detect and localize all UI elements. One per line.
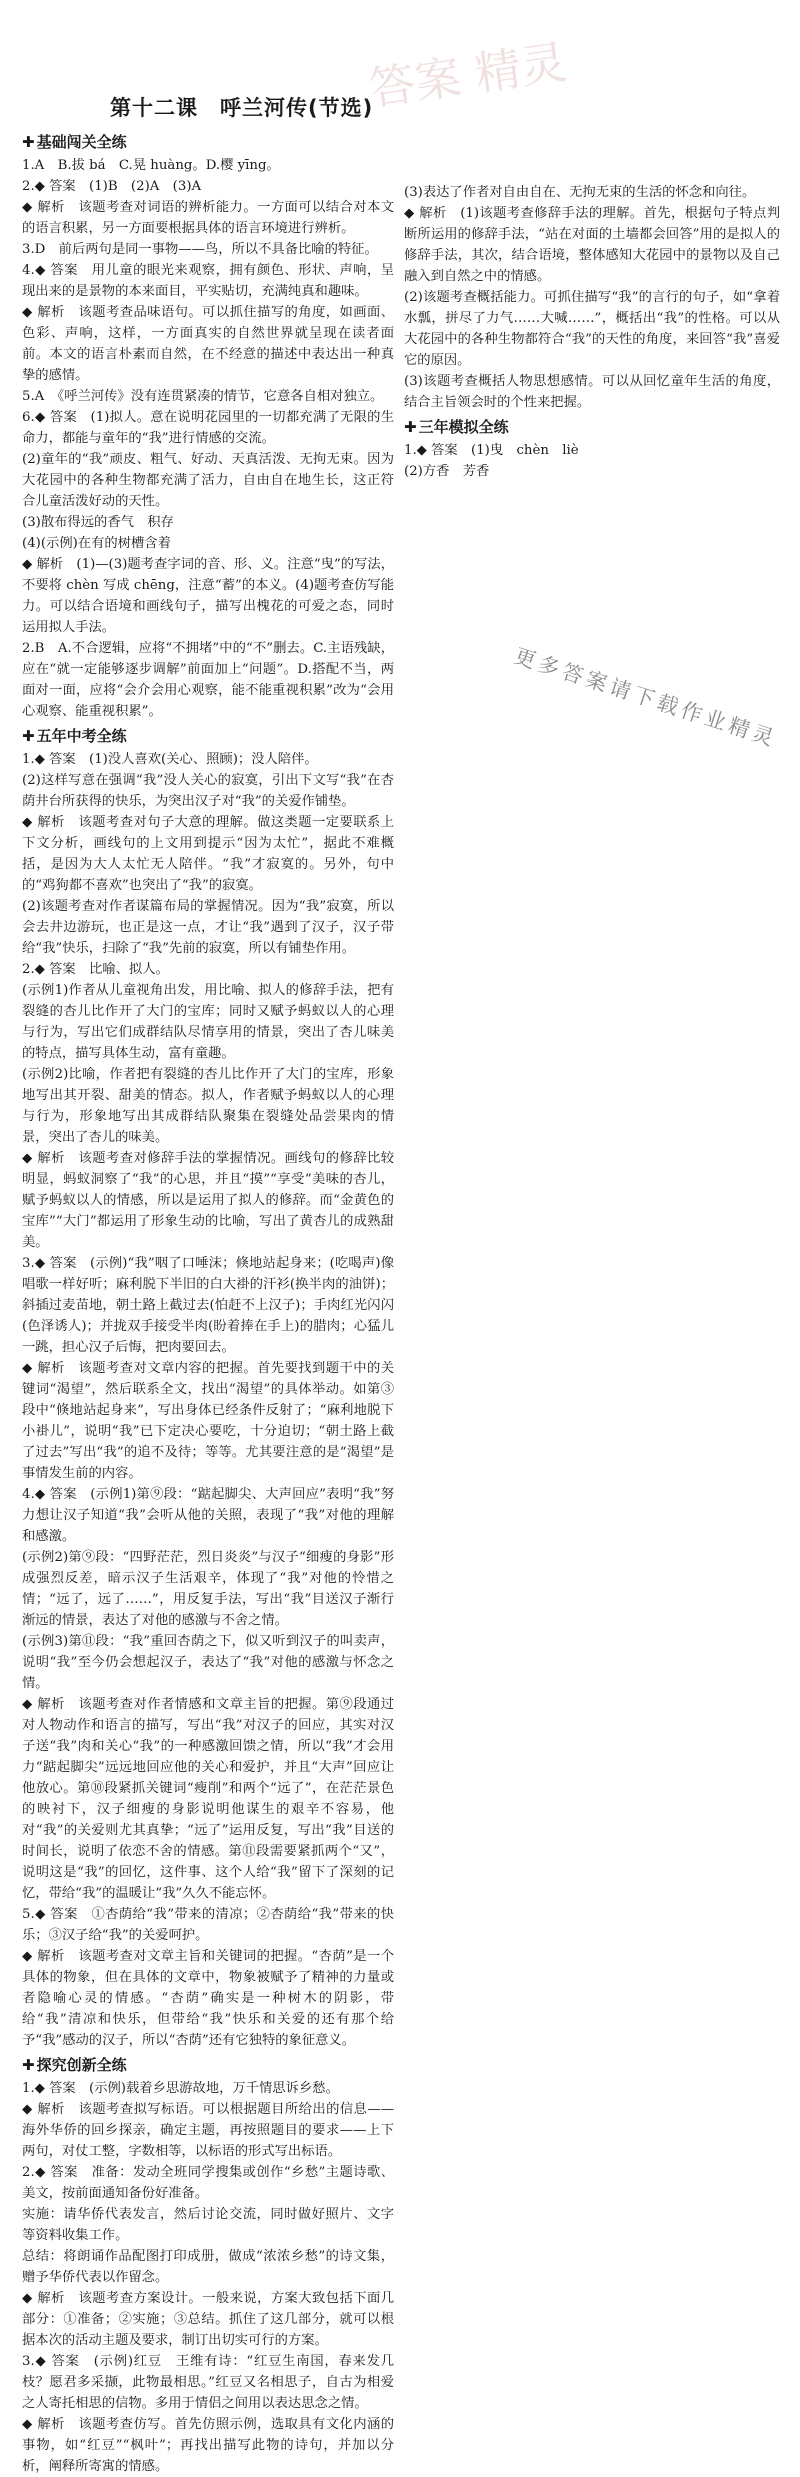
answer-paragraph: ◆ 解析 该题考查拟写标语。可以根据题目所给出的信息——海外华侨的回乡探亲，确定主题，再按照题目的要求——上下两句，对仗工整，字数相等，以标语的形式写出标语。 [22, 2102, 394, 2159]
answer-paragraph: (3)表达了作者对自由自在、无拘无束的生活的怀念和向往。 [404, 185, 756, 200]
page-title: 第十二课 呼兰河传(节选) [110, 96, 374, 120]
answer-paragraph: 2.B A.不合逻辑，应将“不拥堵”中的“不”删去。C.主语残缺，应在“就一定能够逐步调解”前面加上“问题”。D.搭配不当，两面对一面，应将“会介会用心观察，能不能重视积累”改为“会用心观察、能重视积累”。 [22, 641, 394, 719]
section-heading [22, 726, 394, 747]
section-title: 基础闯关全练 [36, 133, 127, 151]
section-title: 三年模拟全练 [418, 418, 509, 436]
right-column [404, 182, 780, 482]
section-title: 探究创新全练 [36, 2056, 127, 2074]
answer-paragraph: ◆ 解析 该题考查对修辞手法的掌握情况。画线句的修辞比较明显，蚂蚁洞察了“我”的心思，并且“摸”“享受”美味的杏儿，赋予蚂蚁以人的情感，所以是运用了拟人的修辞。而“金黄色的宝库”“大门”都运用了形象生动的比喻，写出了黄杏儿的成熟甜美。 [22, 1151, 394, 1250]
section-star-icon: ✚ [22, 2056, 35, 2074]
answer-paragraph: 5.A 《呼兰河传》没有连贯紧凑的情节，它意各自相对独立。 [22, 389, 384, 404]
answer-paragraph: 实施：请华侨代表发言，然后讨论交流，同时做好照片、文字等资料收集工作。 [22, 2207, 394, 2243]
answer-paragraph: 3.◆ 答案 (示例)红豆 王维有诗：“红豆生南国，春来发几枝？愿君多采撷，此物最相思。”红豆又名相思子，自古为相爱之人寄托相思的信物。多用于情侣之间用以表达思念之情。 [22, 2354, 394, 2411]
answer-paragraph: ◆ 解析 (1)该题考查修辞手法的理解。首先，根据句子特点判断所运用的修辞手法，“站在对面的土墙都会回答”用的是拟人的修辞手法，其次，结合语境，整体感知大花园中的景物以及自己融入到自然之中的情感。 [404, 206, 780, 284]
answer-paragraph: (示例3)第⑪段：“我”重回杏荫之下，似又听到汉子的叫卖声，说明“我”至今仍会想起汉子，表达了“我”对他的感激与怀念之情。 [22, 1634, 394, 1691]
answer-paragraph: 2.◆ 答案 准备：发动全班同学搜集或创作“乡愁”主题诗歌、美文，按前面通知备份好准备。 [22, 2165, 394, 2201]
section-star-icon: ✚ [22, 727, 35, 745]
answer-paragraph: 5.◆ 答案 ①杏荫给“我”带来的清凉；②杏荫给“我”带来的快乐；③汉子给“我”的关爱呵护。 [22, 1907, 394, 1943]
answer-paragraph: ◆ 解析 该题考查仿写。首先仿照示例，选取具有文化内涵的事物，如“红豆”“枫叶”；再找出描写此物的诗句，并加以分析，阐释所寄寓的情感。 [22, 2417, 394, 2474]
answer-paragraph: (2)方香 芳香 [404, 464, 490, 479]
answer-paragraph: ◆ 解析 该题考查方案设计。一般来说，方案大致包括下面几部分：①准备；②实施；③总结。抓住了这几部分，就可以根据本次的活动主题及要求，制订出切实可行的方案。 [22, 2291, 394, 2348]
download-hint: 更多答案请下载作业精灵 [511, 643, 781, 752]
answer-paragraph: (示例2)比喻，作者把有裂缝的杏儿比作开了大门的宝库，形象地写出其开裂、甜美的情态。拟人，作者赋予蚂蚁以人的心理与行为，形象地写出其成群结队聚集在裂缝处品尝果肉的情景，突出了杏儿的味美。 [22, 1067, 394, 1145]
answer-paragraph: (2)该题考查对作者谋篇布局的掌握情况。因为“我”寂寞，所以会去井边游玩，也正是这一点，才让“我”遇到了汉子，汉子带给“我”快乐，扫除了“我”先前的寂寞，所以有铺垫作用。 [22, 899, 394, 956]
answer-paragraph: 4.◆ 答案 用儿童的眼光来观察，拥有颜色、形状、声响，呈现出来的是景物的本来面目，平实贴切，充满纯真和趣味。 [22, 263, 394, 299]
answer-paragraph: 3.◆ 答案 (示例)“我”咽了口唾沫；倏地站起身来；(吃喝声)像唱歌一样好听；麻利脱下半旧的白大褂的汗衫(换半肉的油饼)；斜插过麦苗地，朝土路上截过去(怕赶不上汉子)；手肉红光闪闪(色泽诱人)；并拢双手接受半肉(盼着捧在手上)的腊肉；心猛儿一跳，担心汉子后悔，把肉要回去。 [22, 1256, 394, 1355]
svg-text:答案 精灵: 答案 精灵 [365, 34, 570, 116]
section-title: 五年中考全练 [36, 727, 127, 745]
section-heading [22, 2055, 394, 2076]
answer-paragraph: (4)(示例)在有的树槽含着 [22, 536, 171, 551]
answer-paragraph: (示例1)作者从儿童视角出发，用比喻、拟人的修辞手法，把有裂缝的杏儿比作开了大门的宝库；同时又赋予蚂蚁以人的心理与行为，写出它们成群结队尽情享用的情景，突出了杏儿味美的特点，描写具体生动，富有童趣。 [22, 983, 394, 1061]
answer-paragraph: 总结：将朗诵作品配图打印成册，做成“浓浓乡愁”的诗文集，赠予华侨代表以作留念。 [22, 2249, 394, 2285]
answer-paragraph: 6.◆ 答案 (1)拟人。意在说明花园里的一切都充满了无限的生命力，都能与童年的“我”进行情感的交流。 [22, 410, 394, 446]
answer-paragraph: ◆ 解析 该题考查品味语句。可以抓住描写的角度，如画面、色彩、声响，这样，一方面真实的自然世界就呈现在读者面前。本文的语言朴素而自然，在不经意的描述中表达出一种真挚的感情。 [22, 305, 394, 383]
watermark-stamp [360, 20, 740, 140]
answer-paragraph: 3.D 前后两句是同一事物——鸟，所以不具备比喻的特征。 [22, 242, 378, 257]
answer-paragraph: ◆ 解析 该题考查对作者情感和文章主旨的把握。第⑨段通过对人物动作和语言的描写，写出“我”对汉子的回应，其实对汉子送“我”肉和关心“我”的一种感激回馈之情，所以“我”才会用力“踮起脚尖”远远地回应他的关心和爱护，并且“大声”回应让他放心。第⑩段紧抓关键词“瘦削”和两个“远了”，在茫茫景色的映衬下，汉子细瘦的身影说明他谋生的艰辛不容易，他对“我”的关爱则尤其真挚；“远了”运用反复，写出“我”目送的时间长，说明了依恋不舍的情感。第⑪段需要紧抓两个“又”，说明这是“我”的回忆，这件事、这个人给“我”留下了深刻的记忆，带给“我”的温暖让“我”久久不能忘怀。 [22, 1697, 394, 1901]
answer-paragraph: 2.◆ 答案 比喻、拟人。 [22, 962, 169, 977]
answer-paragraph: ◆ 解析 该题考查对句子大意的理解。做这类题一定要联系上下文分析，画线句的上文用到提示“因为太忙”，据此不难概括，是因为大人太忙无人陪伴。“我”才寂寞的。另外，句中的“鸡狗都不喜欢”也突出了“我”的寂寞。 [22, 815, 394, 893]
answer-paragraph: (3)该题考查概括人物思想感情。可以从回忆童年生活的角度，结合主旨领会时的个性来把握。 [404, 374, 780, 410]
answer-paragraph: (2)该题考查概括能力。可抓住描写“我”的言行的句子，如“拿着水瓢，拼尽了力气……大喊……”，概括出“我”的性格。可以从大花园中的各种生物都符合“我”的天性的角度，来回答“我”喜爱它的原因。 [404, 290, 780, 368]
answer-paragraph: ◆ 解析 该题考查对文章主旨和关键词的把握。“杏荫”是一个具体的物象，但在具体的文章中，物象被赋予了精神的力量或者隐喻心灵的情感。“杏荫”确实是一种树木的阴影，带给“我”清凉和快乐，但带给“我”快乐和关爱的还有那个给予“我”感动的汉子，所以“杏荫”还有它独特的象征意义。 [22, 1949, 394, 2048]
section-heading [22, 132, 394, 153]
answer-paragraph: 2.◆ 答案 (1)B (2)A (3)A [22, 179, 202, 194]
answer-paragraph: ◆ 解析 (1)—(3)题考查字词的音、形、义。注意“曳”的写法，不要将 chèn 写成 chēng，注意“蓄”的本义。(4)题考查仿写能力。可以结合语境和画线句子，描写出槐花的可爱之态，同时运用拟人手法。 [22, 557, 394, 635]
answer-paragraph: ◆ 解析 该题考查对词语的辨析能力。一方面可以结合对本文的语言积累，另一方面要根据具体的语言环境进行辨析。 [22, 200, 394, 236]
answer-paragraph: (2)这样写意在强调“我”没人关心的寂寞，引出下文写“我”在杏荫井台所获得的快乐，为突出汉子对“我”的关爱作铺垫。 [22, 773, 394, 809]
answer-paragraph: 1.A B.拔 bá C.晃 huàng。D.樱 yīng。 [22, 158, 280, 173]
answer-paragraph: ◆ 解析 该题考查对文章内容的把握。首先要找到题干中的关键词“渴望”，然后联系全文，找出“渴望”的具体举动。如第③段中“倏地站起身来”，写出身体已经条件反射了；“麻利地脱下小褂儿”，说明“我”已下定决心要吃，十分迫切；“朝土路上截了过去”写出“我”的追不及待；等等。尤其要注意的是“渴望”是事情发生前的内容。 [22, 1361, 394, 1481]
section-star-icon: ✚ [404, 418, 417, 436]
answer-paragraph: 4.◆ 答案 (示例1)第⑨段：“踮起脚尖、大声回应”表明“我”努力想让汉子知道“我”会听从他的关照，表现了“我”对他的理解和感激。 [22, 1487, 394, 1544]
answer-paragraph: (3)散布得远的香气 积存 [22, 515, 174, 530]
section-star-icon: ✚ [22, 133, 35, 151]
answer-paragraph: 1.◆ 答案 (示例)载着乡思游故地，万千情思诉乡愁。 [22, 2081, 339, 2096]
answer-paragraph: (示例2)第⑨段：“四野茫茫，烈日炎炎”与汉子“细瘦的身影”形成强烈反差，暗示汉子生活艰辛，体现了“我”对他的怜惜之情；“远了，远了……”，用反复手法，写出“我”目送汉子渐行渐远的情景，表达了对他的感激与不舍之情。 [22, 1550, 394, 1628]
left-column [22, 128, 394, 2477]
answer-paragraph: 1.◆ 答案 (1)曳 chèn liè [404, 443, 579, 458]
answer-paragraph: 1.◆ 答案 (1)没人喜欢(关心、照顾)；没人陪伴。 [22, 752, 318, 767]
section-heading [404, 417, 780, 438]
answer-paragraph: (2)童年的“我”顽皮、粗气、好动、天真活泼、无拘无束。因为大花园中的各种生物都充满了活力，自由自在地生长，这正符合儿童活泼好动的天性。 [22, 452, 394, 509]
